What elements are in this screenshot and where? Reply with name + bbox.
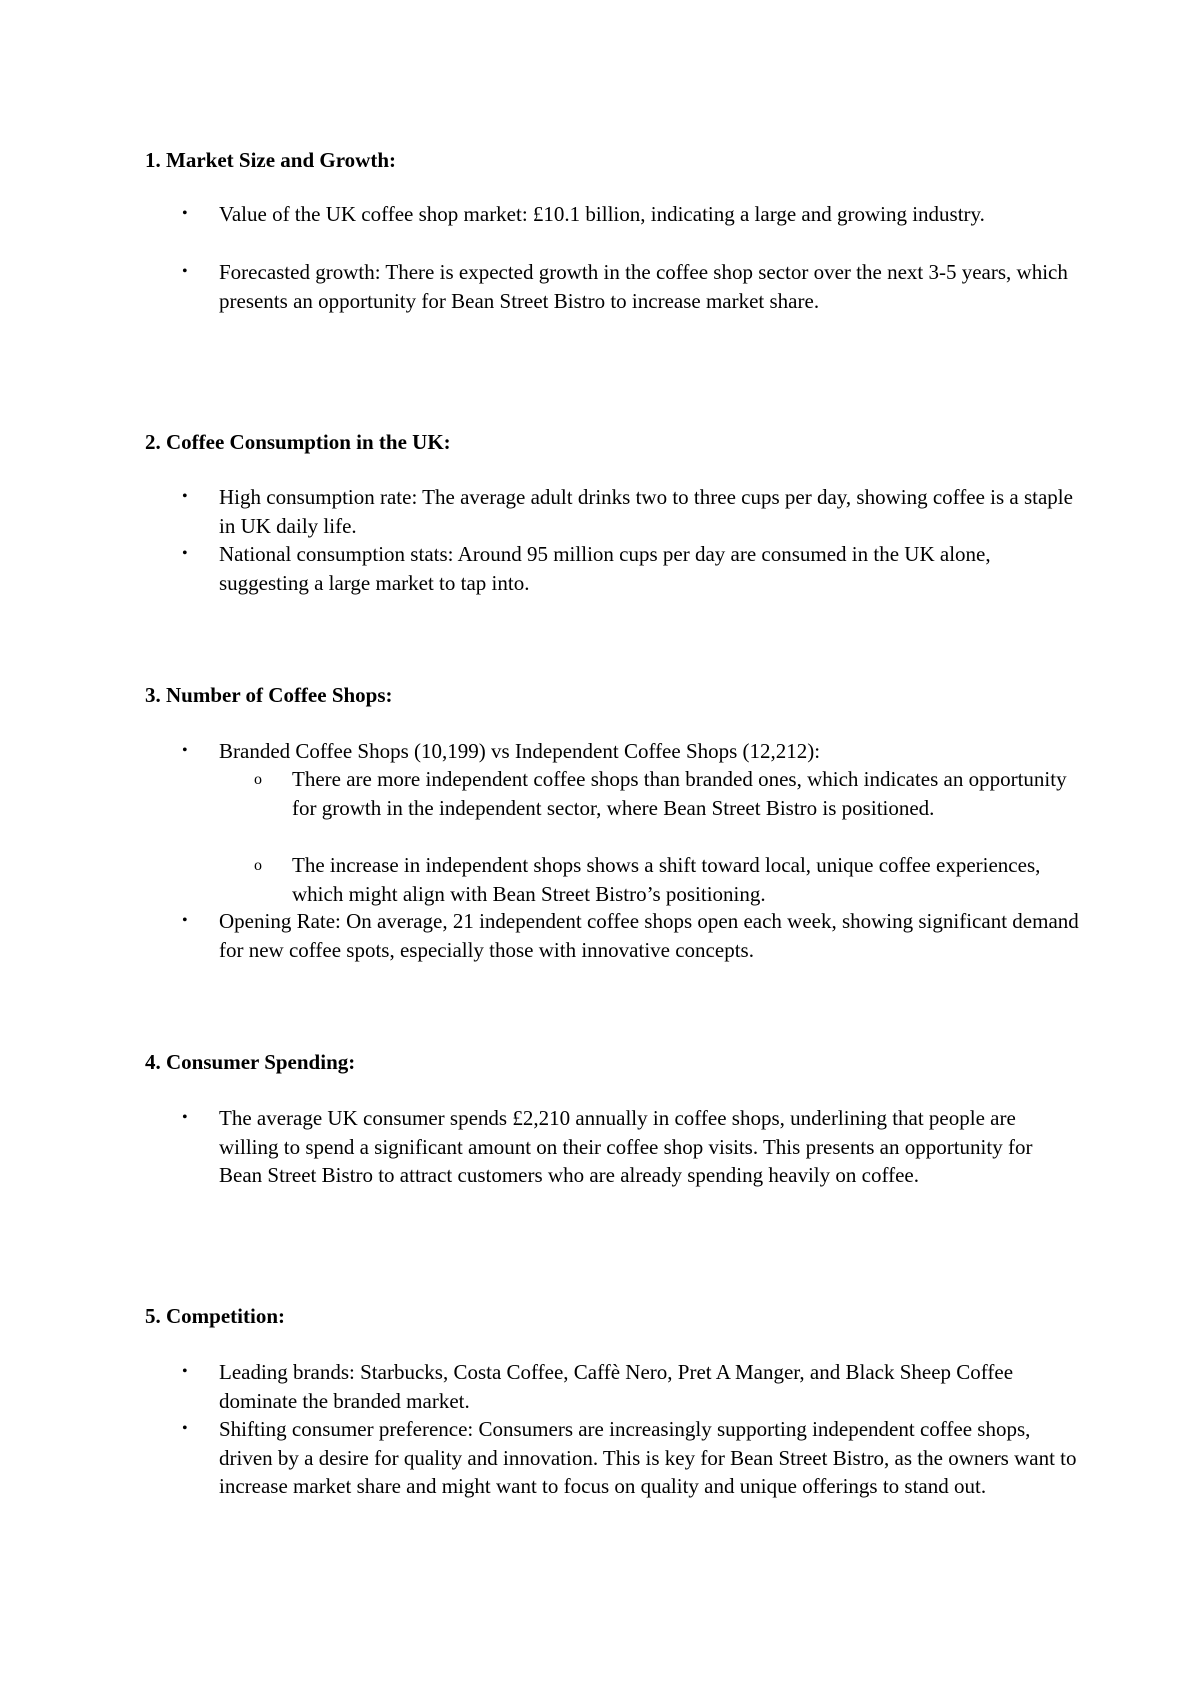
sub-bullet: o: [254, 771, 262, 788]
section-heading: 5. Competition:: [145, 1304, 285, 1328]
bullet: •: [182, 1109, 188, 1126]
bullet: •: [182, 742, 188, 759]
section-heading: 4. Consumer Spending:: [145, 1050, 356, 1074]
list-item: Shifting consumer preference: Consumers are increasingly supporting independent coffee shops, driven by a desire for quality and innovation. This is key for Bean Street Bistro, as the owners want to increase market share and might want to focus on quality and unique offerings to stand out.: [219, 1417, 1077, 1498]
bullet: •: [182, 545, 188, 562]
bullet: •: [182, 1420, 188, 1437]
section-heading: 2. Coffee Consumption in the UK:: [145, 430, 451, 454]
list-item: Forecasted growth: There is expected growth in the coffee shop sector over the next 3-5 years, which presents an opportunity for Bean Street Bistro to increase market share.: [219, 260, 1068, 313]
section-heading: 1. Market Size and Growth:: [145, 148, 397, 172]
list-item: Branded Coffee Shops (10,199) vs Independent Coffee Shops (12,212):: [219, 739, 821, 763]
sub-list-item: There are more independent coffee shops than branded ones, which indicates an opportunity for growth in the independent sector, where Bean Street Bistro is positioned.: [292, 767, 1067, 820]
bullet: •: [182, 912, 188, 929]
bullet: •: [182, 488, 188, 505]
bullet: •: [182, 263, 188, 280]
sub-list-item: The increase in independent shops shows a shift toward local, unique coffee experiences, which might align with Bean Street Bistro’s positioning.: [292, 853, 1041, 906]
bullet: •: [182, 1363, 188, 1380]
list-item: National consumption stats: Around 95 million cups per day are consumed in the UK alone, suggesting a large market to tap into.: [219, 542, 991, 595]
list-item: Opening Rate: On average, 21 independent coffee shops open each week, showing significant demand for new coffee spots, especially those with innovative concepts.: [219, 909, 1079, 962]
bullet: •: [182, 205, 188, 222]
list-item: Leading brands: Starbucks, Costa Coffee, Caffè Nero, Pret A Manger, and Black Sheep Coffee dominate the branded market.: [219, 1360, 1014, 1413]
list-item: Value of the UK coffee shop market: £10.1 billion, indicating a large and growing industry.: [219, 202, 985, 226]
list-item: The average UK consumer spends £2,210 annually in coffee shops, underlining that people are willing to spend a significant amount on their coffee shop visits. This presents an opportunity for Bean Street Bistro to attract customers who are already spending heavily on coffee.: [219, 1106, 1033, 1187]
sub-bullet: o: [254, 857, 262, 874]
list-item: High consumption rate: The average adult drinks two to three cups per day, showing coffee is a staple in UK daily life.: [219, 485, 1073, 538]
section-heading: 3. Number of Coffee Shops:: [145, 683, 393, 707]
